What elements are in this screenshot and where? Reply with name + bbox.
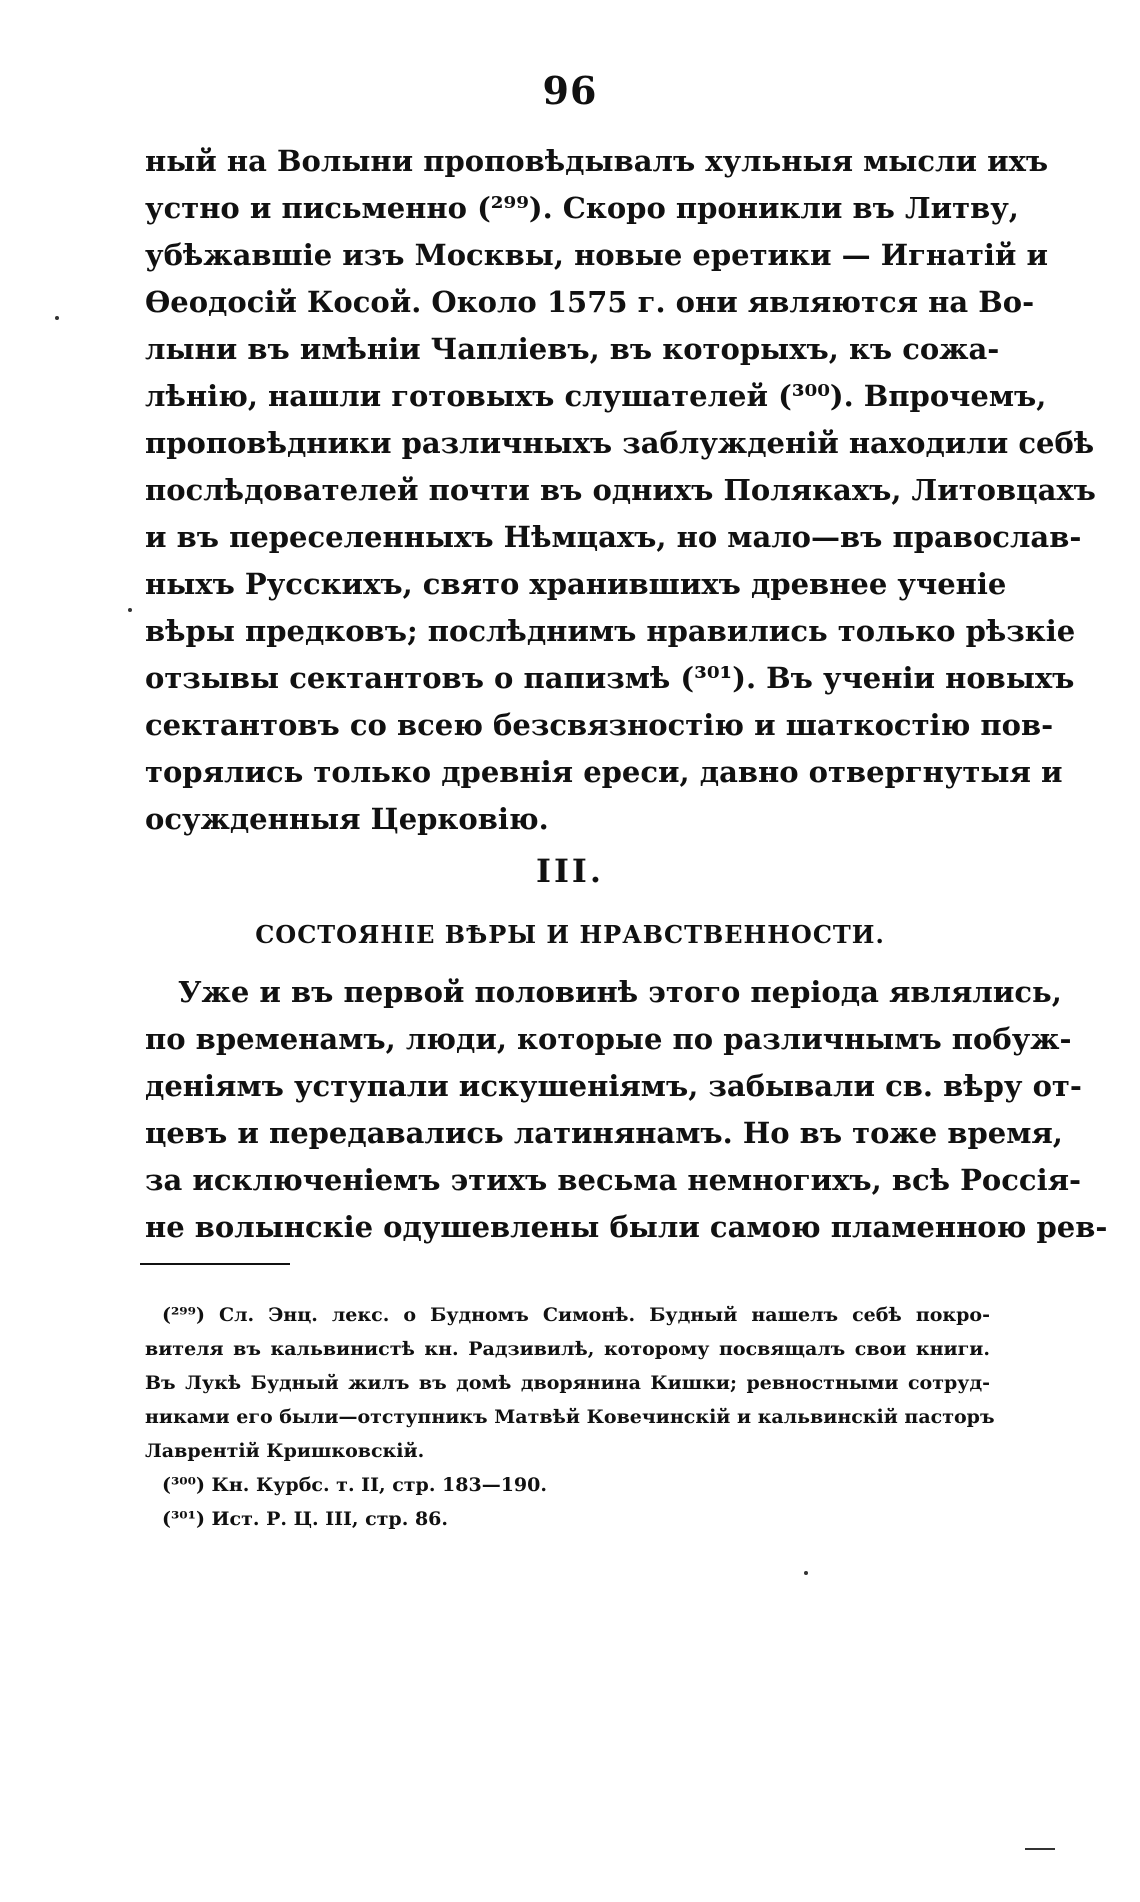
footnote-line: Въ Лукѣ Будный жилъ въ домѣ дворянина Кишки; ревностными сотруд- (145, 1372, 990, 1394)
text-line: торялись только древнія ереси, давно отвергнутыя и (145, 755, 1063, 789)
footnote-line: Лаврентій Кришковскій. (145, 1440, 425, 1462)
scan-speck (128, 608, 132, 612)
text-line: Ѳеодосій Косой. Около 1575 г. они являются на Во- (145, 285, 1035, 319)
footnotes (145, 1298, 995, 1536)
text-line: и въ переселенныхъ Нѣмцахъ, но мало—въ православ- (145, 520, 1082, 554)
footnote-divider (140, 1263, 290, 1265)
footnote-line: (³⁰¹) Ист. Р. Ц. III, стр. 86. (162, 1508, 448, 1530)
text-line: проповѣдники различныхъ заблужденій находили себѣ (145, 426, 1095, 460)
section-number: III. (535, 852, 605, 890)
scan-mark (1025, 1848, 1055, 1850)
text-line: Уже и въ первой половинѣ этого періода являлись, (178, 975, 1062, 1009)
text-line: лѣнію, нашли готовыхъ слушателей (³⁰⁰). Впрочемъ, (145, 379, 1047, 413)
text-line: по временамъ, люди, которые по различнымъ побуж- (145, 1022, 1072, 1056)
section-title: СОСТОЯНІЕ ВѢРЫ И НРАВСТВЕННОСТИ. (255, 920, 885, 949)
paragraph-continued (145, 138, 1096, 843)
scan-speck (804, 1571, 808, 1575)
text-line: лыни въ имѣніи Чаплiевъ, въ которыхъ, къ сожа- (145, 332, 1000, 366)
text-line: вѣры предковъ; послѣднимъ нравились только рѣзкіе (145, 614, 1076, 648)
text-line: устно и письменно (²⁹⁹). Скоро проникли въ Литву, (145, 191, 1019, 225)
text-line: послѣдователей почти въ однихъ Полякахъ, Литовцахъ (145, 473, 1096, 507)
footnote-line: никами его были—отступникъ Матвѣй Ковечинскій и кальвинскій пасторъ (145, 1406, 995, 1428)
text-line: ныхъ Русскихъ, свято хранившихъ древнее ученіе (145, 567, 1007, 601)
text-line: осужденныя Церковію. (145, 802, 549, 836)
text-line: за исключеніемъ этихъ весьма немногихъ, всѣ Россія- (145, 1163, 1082, 1197)
text-line: убѣжавшіе изъ Москвы, новые еретики — Игнатій и (145, 238, 1048, 272)
paragraph-section-start (145, 969, 1108, 1251)
text-line: не волынскіе одушевлены были самою пламенною рев- (145, 1210, 1108, 1244)
text-line: цевъ и передавались латинянамъ. Но въ тоже время, (145, 1116, 1063, 1150)
scan-speck (55, 316, 59, 320)
text-line: сектантовъ со всею безсвязностію и шаткостію пов- (145, 708, 1054, 742)
text-line: деніямъ уступали искушеніямъ, забывали св. вѣру от- (145, 1069, 1082, 1103)
footnote-line: (³⁰⁰) Кн. Курбс. т. II, стр. 183—190. (162, 1474, 547, 1496)
page-number: 96 (542, 68, 598, 113)
text-line: отзывы сектантовъ о папизмѣ (³⁰¹). Въ ученіи новыхъ (145, 661, 1075, 695)
footnote-line: вителя въ кальвинистѣ кн. Радзивилѣ, которому посвящалъ свои книги. (145, 1338, 990, 1360)
footnote-line: (²⁹⁹) Сл. Энц. лекс. о Будномъ Симонѣ. Будный нашелъ себѣ покро- (162, 1304, 990, 1326)
text-line: ный на Волыни проповѣдывалъ хульныя мысли ихъ (145, 144, 1049, 178)
